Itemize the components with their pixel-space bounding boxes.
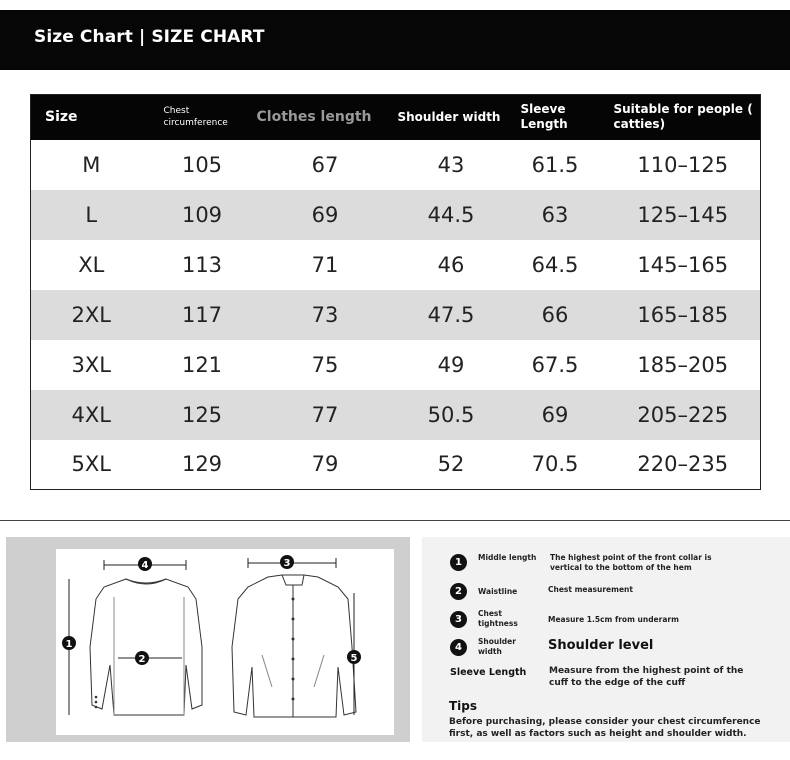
legend-badge-4: 4 — [450, 639, 467, 656]
cell-shoulder: 46 — [398, 240, 505, 290]
section-divider — [0, 520, 790, 521]
legend-desc-3: Measure 1.5cm from underarm — [548, 615, 679, 624]
marker-2: 2 — [138, 654, 146, 665]
legend-desc-1: The highest point of the front collar is vertical to the bottom of the hem — [550, 553, 712, 572]
cell-length: 77 — [253, 390, 398, 440]
cell-sleeve: 61.5 — [505, 140, 606, 190]
cell-size: 3XL — [31, 340, 152, 390]
cell-people: 185–205 — [606, 340, 761, 390]
cell-length: 69 — [253, 190, 398, 240]
header-clothes-length: Clothes length — [253, 95, 398, 140]
cell-chest: 109 — [152, 190, 253, 240]
jacket-front-collar — [282, 575, 304, 585]
jacket-front-pocket-right — [314, 655, 324, 687]
legend-desc-2: Chest measurement — [548, 585, 633, 594]
cell-sleeve: 64.5 — [505, 240, 606, 290]
legend-badge-1: 1 — [450, 554, 467, 571]
table-row — [31, 340, 761, 390]
cell-chest: 125 — [152, 390, 253, 440]
legend-desc-4: Shoulder level — [548, 638, 654, 653]
jacket-button — [292, 678, 295, 681]
cuff-button — [95, 696, 98, 699]
marker-5: 5 — [350, 653, 358, 664]
table-row — [31, 290, 761, 340]
cell-people: 145–165 — [606, 240, 761, 290]
cell-shoulder: 50.5 — [398, 390, 505, 440]
cell-shoulder: 52 — [398, 440, 505, 490]
cell-people: 125–145 — [606, 190, 761, 240]
legend-sleeve-label: Sleeve Length — [450, 667, 527, 678]
table-row — [31, 140, 761, 190]
jacket-front-pocket-left — [262, 655, 272, 687]
cell-shoulder: 44.5 — [398, 190, 505, 240]
size-table — [30, 94, 761, 490]
table-header-row — [31, 95, 761, 140]
cell-size: L — [31, 190, 152, 240]
cuff-button — [95, 706, 98, 709]
cell-length: 67 — [253, 140, 398, 190]
page-title: Size Chart | SIZE CHART — [34, 27, 265, 47]
cell-size: 2XL — [31, 290, 152, 340]
marker-1: 1 — [65, 639, 73, 650]
jacket-button — [292, 638, 295, 641]
cell-length: 71 — [253, 240, 398, 290]
tips-title: Tips — [449, 699, 478, 713]
jacket-button — [292, 618, 295, 621]
legend-label-3: Chest tightness — [478, 609, 518, 628]
cell-sleeve: 69 — [505, 390, 606, 440]
cell-length: 75 — [253, 340, 398, 390]
cell-chest: 105 — [152, 140, 253, 190]
header-size: Size — [31, 95, 152, 140]
cell-size: 5XL — [31, 440, 152, 490]
jacket-back-seam — [114, 597, 184, 715]
table-row — [31, 190, 761, 240]
cell-sleeve: 67.5 — [505, 340, 606, 390]
tips-text: Before purchasing, please consider your chest circumference first, as well as factors such as height and shoulder width. — [449, 717, 761, 739]
cell-shoulder: 49 — [398, 340, 505, 390]
legend-sleeve-desc: Measure from the highest point of the cuff to the edge of the cuff — [549, 666, 744, 688]
table-row — [31, 240, 761, 290]
cell-chest: 113 — [152, 240, 253, 290]
cell-chest: 117 — [152, 290, 253, 340]
legend-badge-3: 3 — [450, 611, 467, 628]
legend-badge-2: 2 — [450, 583, 467, 600]
cell-size: M — [31, 140, 152, 190]
cell-shoulder: 47.5 — [398, 290, 505, 340]
header-bar — [0, 10, 790, 70]
measurement-diagram — [6, 537, 410, 742]
cell-people: 205–225 — [606, 390, 761, 440]
cell-people: 165–185 — [606, 290, 761, 340]
legend-label-2: Waistline — [478, 587, 518, 596]
jacket-back-outline — [90, 579, 202, 715]
jacket-button — [292, 698, 295, 701]
cell-length: 73 — [253, 290, 398, 340]
cuff-button — [95, 701, 98, 704]
cell-size: 4XL — [31, 390, 152, 440]
diagram-markers — [62, 555, 361, 665]
jacket-button — [292, 658, 295, 661]
legend-label-4: Shoulder width — [478, 637, 516, 656]
legend-panel — [422, 537, 790, 742]
table-row — [31, 440, 761, 490]
cell-sleeve: 63 — [505, 190, 606, 240]
table-row — [31, 390, 761, 440]
cell-people: 110–125 — [606, 140, 761, 190]
header-suitable-people: Suitable for people ( catties) — [606, 95, 761, 140]
marker-3: 3 — [283, 558, 291, 569]
marker-4: 4 — [141, 560, 149, 571]
cell-shoulder: 43 — [398, 140, 505, 190]
cell-size: XL — [31, 240, 152, 290]
jacket-front-outline — [232, 575, 356, 717]
cell-sleeve: 70.5 — [505, 440, 606, 490]
header-shoulder-width: Shoulder width — [398, 95, 505, 140]
header-chest: Chest circumference — [152, 95, 253, 140]
cell-chest: 129 — [152, 440, 253, 490]
cell-chest: 121 — [152, 340, 253, 390]
cell-people: 220–235 — [606, 440, 761, 490]
legend-label-1: Middle length — [478, 553, 537, 562]
cell-sleeve: 66 — [505, 290, 606, 340]
cell-length: 79 — [253, 440, 398, 490]
header-sleeve-length: Sleeve Length — [505, 95, 606, 140]
jacket-button — [292, 598, 295, 601]
